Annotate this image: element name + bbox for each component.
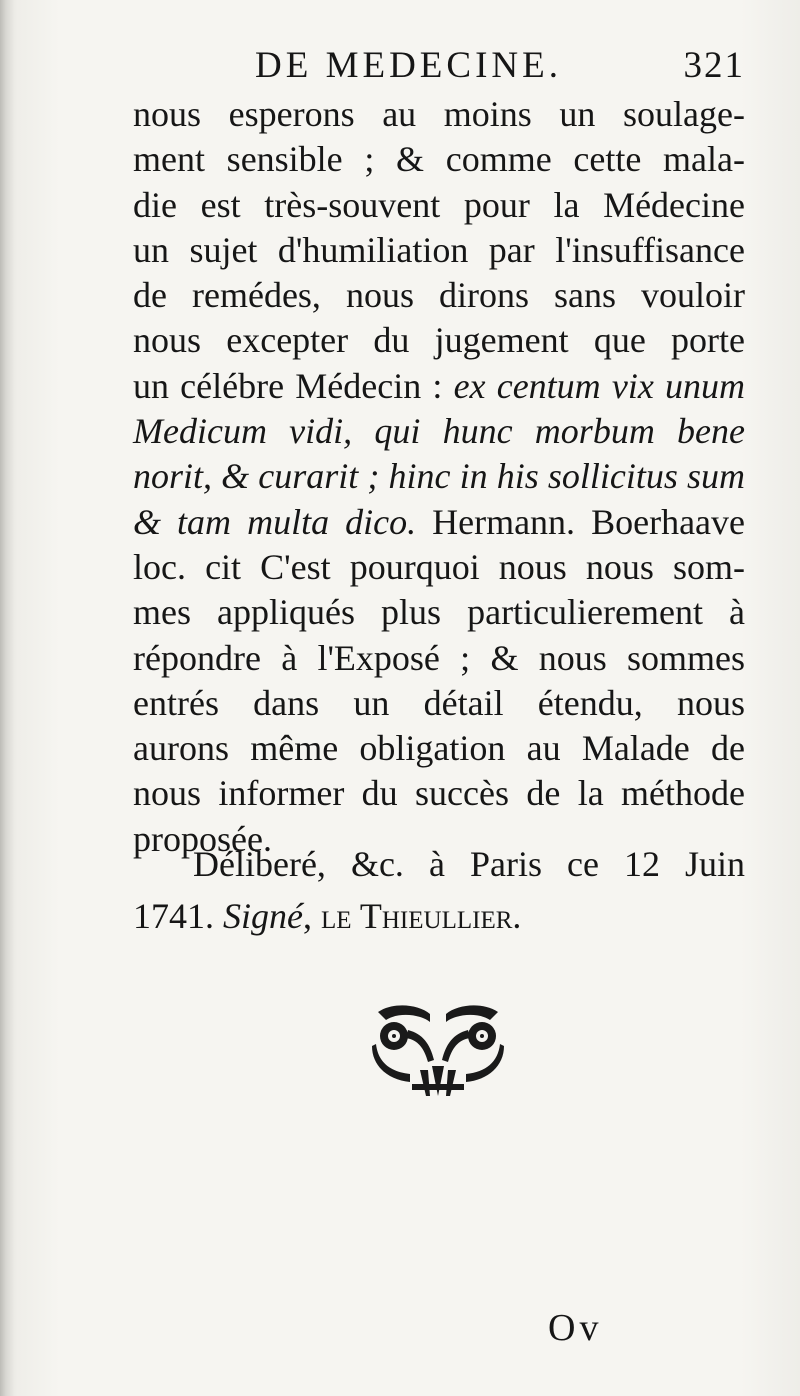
text-roman: un célébre Médecin :	[133, 365, 454, 406]
text-line: répondre à l'Exposé ; & nous sommes	[133, 637, 745, 678]
text-line: nous esperons au moins un soulage-	[133, 94, 745, 134]
text-line	[133, 454, 745, 499]
text-line: nous excepter du jugement que porte	[133, 320, 745, 361]
text-line: nous informer du succès de la méthode	[133, 773, 745, 814]
text-line: aurons même obligation au Malade de	[133, 728, 745, 769]
separator: ,	[302, 896, 321, 936]
date-line: Déliberé, &c. à Paris ce 12 Juin	[193, 844, 745, 884]
body-paragraph	[133, 92, 745, 862]
text-line: die est très-souvent pour la Médecine	[133, 184, 745, 225]
citation-author: Hermann. Boerhaave	[416, 501, 745, 542]
running-title: DE MEDECINE.	[255, 45, 562, 86]
deliberation-closing	[133, 838, 745, 942]
latin-quotation: norit, & curarit ; hinc in his sollicitus sum	[133, 456, 745, 497]
text-line: proposée.	[133, 818, 272, 859]
text-line: mes appliqués plus particulierement à	[133, 592, 745, 633]
signatory-name: le Thieullier.	[320, 896, 522, 936]
text-line	[133, 500, 745, 545]
text-line: loc. cit C'est pourquoi nous nous som-	[133, 546, 745, 587]
text-line: de remédes, nous dirons sans vouloir	[133, 275, 745, 316]
latin-quotation: Medicum vidi, qui hunc morbum bene	[133, 411, 745, 452]
signature-line	[133, 890, 745, 942]
year: 1741.	[133, 896, 223, 936]
text-line: un sujet d'humiliation par l'insuffisance	[133, 229, 745, 270]
text-line: entrés dans un détail étendu, nous	[133, 682, 745, 723]
running-header	[255, 44, 745, 92]
latin-quotation: ex centum vix unum	[453, 365, 745, 406]
signature-mark: Ov	[548, 1307, 603, 1349]
latin-quotation: & tam multa dico.	[133, 501, 417, 542]
text-line: ment sensible ; & comme cette mala-	[133, 139, 745, 180]
text-line	[133, 409, 745, 454]
page-number: 321	[683, 45, 745, 86]
text-line	[133, 364, 745, 409]
page-gutter-edge	[0, 0, 14, 1396]
printers-ornament-icon	[368, 1000, 508, 1100]
signed-label: Signé	[223, 896, 303, 936]
